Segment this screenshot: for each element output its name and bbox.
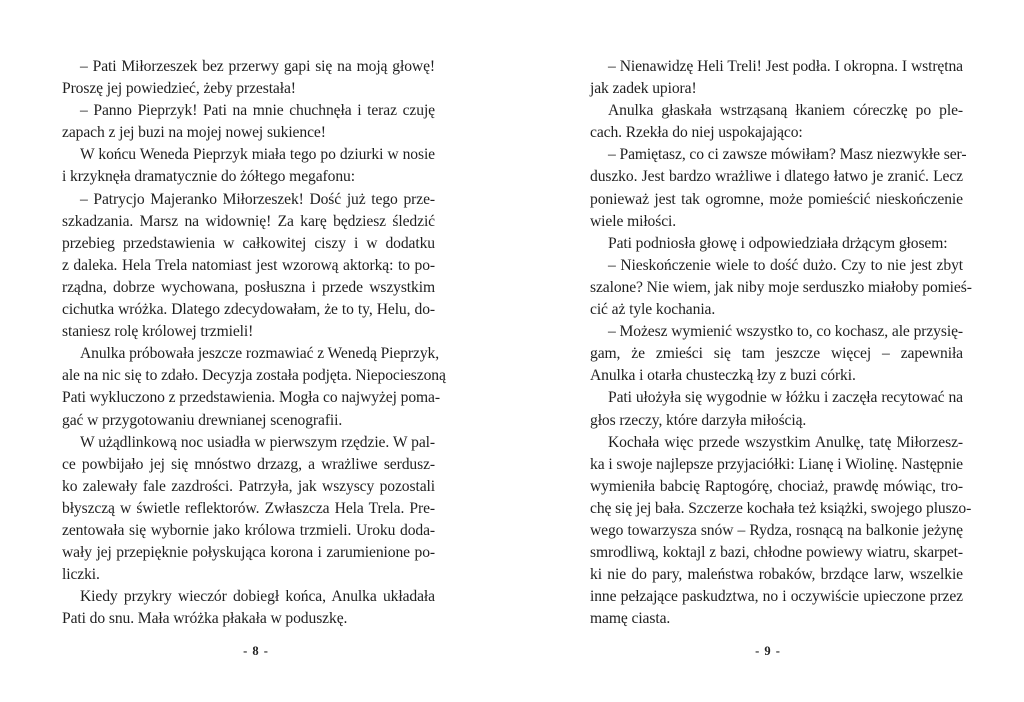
text-line: rządna, dobrze wychowana, posłuszna i przede wszystkim xyxy=(62,278,435,296)
text-line: Proszę jej powiedzieć, żeby przestała! xyxy=(62,80,296,98)
left-page-text xyxy=(62,56,446,630)
text-line: – Patrycjo Majeranko Miłorzeszek! Dość już tego prze- xyxy=(80,190,435,208)
text-line: chę się jej bała. Szczerze kochała też książki, swojego pluszo- xyxy=(590,499,972,517)
page-number-right: - 9 - xyxy=(755,644,781,658)
text-line: błyszczą w świetle reflektorów. Zwłaszcza Hela Trela. Pre- xyxy=(62,499,435,517)
text-line: przebieg przedstawienia w całkowitej ciszy i w dodatku xyxy=(62,234,435,252)
text-line: liczki. xyxy=(62,566,100,584)
text-line: wego towarzysza snów – Rydza, rosnącą na balkonie jeżynę xyxy=(590,521,963,539)
text-line: – Pati Miłorzeszek bez przerwy gapi się na moją głowę! xyxy=(80,58,435,75)
text-line: Pati ułożyła się wygodnie w łóżku i zaczęła recytować na xyxy=(608,389,963,407)
text-line: Kiedy przykry wieczór dobiegł końca, Anulka układała xyxy=(80,588,435,606)
text-line: staniesz rolę królowej trzmieli! xyxy=(62,323,254,341)
text-line: ki nie do pary, maleństwa robaków, brzdące larw, wszelkie xyxy=(590,566,963,584)
text-line: zentowała się wybornie jako królowa trzmieli. Uroku doda- xyxy=(62,521,435,539)
right-page-text xyxy=(590,56,972,630)
text-line: – Nienawidzę Heli Treli! Jest podła. I okropna. I wstrętna xyxy=(608,58,963,75)
text-line: zapach z jej buzi na mojej nowej sukience! xyxy=(62,124,326,142)
text-line: – Nieskończenie wiele to dość dużo. Czy to nie jest zbyt xyxy=(608,256,963,274)
text-line: duszko. Jest bardzo wrażliwe i dlatego łatwo je zranić. Lecz xyxy=(590,168,963,186)
text-line: Pati wykluczono z przedstawienia. Mogła co najwyżej poma- xyxy=(62,389,440,407)
text-line: cichutka wróżka. Dlatego zdecydowałam, że to ty, Helu, do- xyxy=(62,301,435,319)
text-line: Anulka próbowała jeszcze rozmawiać z Wenedą Pieprzyk, xyxy=(80,345,440,363)
text-line: W końcu Weneda Pieprzyk miała tego po dziurki w nosie xyxy=(80,146,435,164)
text-line: gać w przygotowaniu drewnianej scenografii. xyxy=(62,411,343,429)
text-line: – Możesz wymienić wszystko to, co kochasz, ale przysię- xyxy=(608,323,963,341)
text-line: – Pamiętasz, co ci zawsze mówiłam? Masz niezwykłe ser- xyxy=(608,146,967,164)
text-line: wymieniła babcię Raptogórę, chociaż, prawdę mówiąc, tro- xyxy=(590,477,963,495)
text-line: gam, że zmieści się tam jeszcze więcej – zapewniła xyxy=(590,345,963,363)
text-line: cić aż tyle kochania. xyxy=(590,301,716,319)
text-line: ka i swoje najlepsze przyjaciółki: Lianę i Wiolinę. Następnie xyxy=(590,455,963,473)
text-line: Pati podniosła głowę i odpowiedziała drżącym głosem: xyxy=(608,234,948,252)
text-line: ale na nic się to zdało. Decyzja została podjęta. Niepocieszoną xyxy=(62,367,446,385)
text-line: ponieważ jest tak ogromne, może pomieścić nieskończenie xyxy=(590,190,963,208)
text-line: szkadzania. Marsz na widownię! Za karę będziesz śledzić xyxy=(62,212,435,230)
text-line: szalone? Nie wiem, jak niby moje serduszko miałoby pomieś- xyxy=(590,278,972,296)
text-line: Anulka głaskała wstrząsaną łkaniem córeczkę po ple- xyxy=(608,102,963,120)
text-line: ko zalewały fale zazdrości. Patrzyła, jak wszyscy pozostali xyxy=(62,477,435,495)
text-line: wiele miłości. xyxy=(590,212,677,230)
text-line: W użądlinkową noc usiadła w pierwszym rzędzie. W pal- xyxy=(80,433,435,451)
text-line: głos rzeczy, które darzyła miłością. xyxy=(590,411,807,429)
text-line: Kochała więc przede wszystkim Anulkę, tatę Miłorzesz- xyxy=(608,433,963,451)
page-number-left: - 8 - xyxy=(243,644,269,658)
text-line: z daleka. Hela Trela natomiast jest wzorową aktorką: to po- xyxy=(62,256,435,274)
text-line: smrodliwą, koktajl z bazi, chłodne powiewy wiatru, skarpet- xyxy=(590,544,963,562)
text-line: ce powbijało jej się mnóstwo drzazg, a wrażliwe serdusz- xyxy=(62,455,435,473)
text-line: – Panno Pieprzyk! Pati na mnie chuchnęła i teraz czuję xyxy=(80,102,435,120)
text-line: Pati do snu. Mała wróżka płakała w poduszkę. xyxy=(62,610,348,628)
text-line: wały jej przepięknie połyskująca korona i zarumienione po- xyxy=(62,544,435,562)
text-line: cach. Rzekła do niej uspokajająco: xyxy=(590,124,803,142)
text-line: inne pełzające paskudztwa, no i oczywiście upieczone przez xyxy=(590,588,963,606)
text-line: jak zadek upiora! xyxy=(590,80,697,98)
text-line: Anulka i otarła chusteczką łzy z buzi córki. xyxy=(590,367,856,385)
text-line: i krzyknęła dramatycznie do żółtego megafonu: xyxy=(62,168,355,186)
text-line: mamę ciasta. xyxy=(590,610,671,628)
right-page xyxy=(512,0,1024,702)
